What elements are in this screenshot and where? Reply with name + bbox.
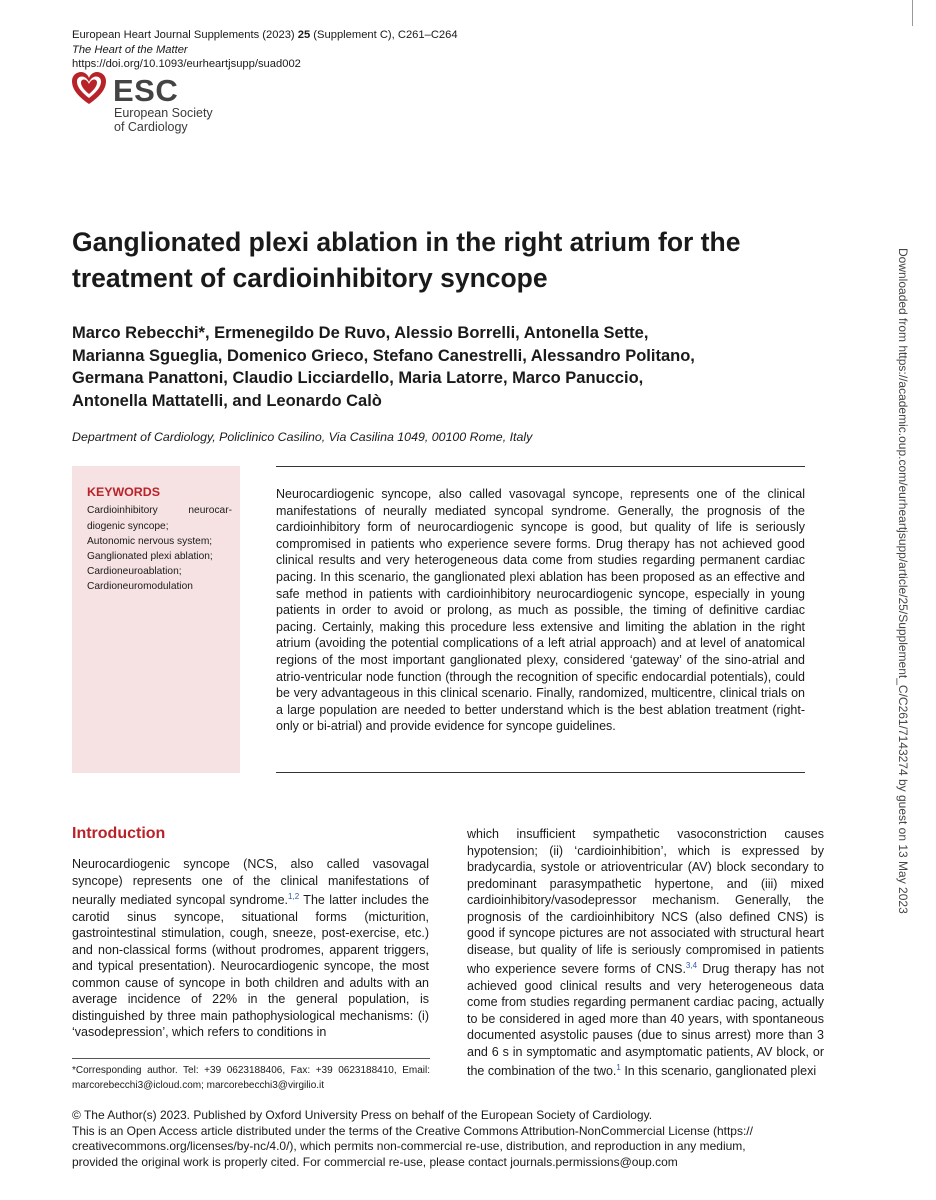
body-column-right — [467, 826, 824, 1080]
esc-full-name — [114, 106, 213, 134]
keyword-item: Cardioneuroablation; — [87, 566, 182, 577]
author-list — [72, 322, 872, 412]
article-title: Ganglionated plexi ablation in the right atrium for the treatment of cardioinhibitory syncope — [72, 227, 741, 293]
citation-ref[interactable]: 3,4 — [685, 961, 698, 970]
citation-volume: 25 — [297, 29, 311, 41]
author-line: Antonella Mattatelli, and Leonardo Calò — [72, 391, 382, 410]
download-stamp — [896, 248, 914, 938]
page-edge-line — [912, 0, 913, 26]
citation-ref[interactable]: 1,2 — [288, 892, 300, 901]
keyword-item: Autonomic nervous system; — [87, 536, 213, 547]
keyword-item: Cardioinhibitory neurocar-diogenic syncope; — [87, 505, 232, 532]
journal-citation — [72, 28, 458, 43]
abstract-text: Neurocardiogenic syncope, also called vasovagal syncope, represents one of the clinical manifestations of neurally mediated syncopal syndrome. Generally, the prognosis of the cardioinhibitory form of neurocardiogenic syncope is good, but quality of life is seriously compromised in patients who experience severe forms. Drug therapy has not achieved good clinical results and very heterogeneous data come from studies regarding permanent cardiac pacing. In this scenario, the ganglionated plexi ablation has been proposed as an effective and safe method in patients with cardioinhibitory neurocardiogenic syncope, especially in young patients in order to avoid or prolong, as much as possible, the timing of definitive cardiac pacing. Certainly, making this procedure less extensive and limiting the ablation in the right atrium (avoiding the potential complications of a left atrial approach) and at level of anatomical regions of the most important ganglionated plexy, considered ‘gateway’ of the sino-atrial and atrio-ventricular node function (through the recognition of specific endocardial potentials), could be very advantageous in this clinical scenario. Finally, randomized, multicentre, clinical trials on a large population are needed to better understand which is the best ablation treatment (right-only or bi-atrial) and provide evidence for syncope guidelines. — [276, 487, 805, 734]
citation-text: European Heart Journal Supplements (2023) — [72, 29, 298, 41]
body-text: The latter includes the carotid sinus syncope, situational forms (micturition, gastrointestinal stimulation, cough, sneeze, post-exercise, etc.) and non-classical forms (without prodromes, apparent triggers, and typical presentation). Neurocardiogenic syncope, the most common cause of syncope in both children and adults with an average incidence of 22% in the general population, is distinguished by three main pathophysiological mechanisms: (i) ‘vasodepression’, which refers to conditions in — [72, 893, 430, 1040]
license-notice — [72, 1108, 832, 1170]
esc-name-line: of Cardiology — [114, 120, 188, 134]
journal-header — [72, 28, 458, 72]
doi-link[interactable]: https://doi.org/10.1093/eurheartjsupp/suad002 — [72, 58, 301, 70]
body-text: Drug therapy has not achieved good clinical results and very heterogeneous data come from studies regarding permanent cardiac pacing, actually to be considered in aged more than 40 years, with spontaneous documented asystolic pauses (due to sinus arrest) more than 3 and 6 s in symptomatic and asymptomatic patients, AV block, or the combination of the two. — [467, 962, 824, 1079]
esc-name-line: European Society — [114, 106, 213, 120]
abstract-bottom-rule — [276, 772, 805, 773]
citation-ref[interactable]: 1 — [616, 1063, 621, 1073]
corresponding-author-footnote: *Corresponding author. Tel: +39 0623188406, Fax: +39 0623188410, Email: marcorebecchi3@icloud.com; marcorebecchi3@virgilio.it — [72, 1065, 430, 1091]
author-line: Germana Panattoni, Claudio Licciardello, Maria Latorre, Marco Panuccio, — [72, 369, 644, 387]
body-text: which insufficient sympathetic vasoconstriction causes hypotension; (ii) ‘cardioinhibition’, which is expressed by bradycardia, systole or atrioventricular (AV) block secondary to predominant parasympathetic hypertone, and (iii) mixed cardioinhibitory/vasodepressor mechanism. Generally, the prognosis of the cardioinhibitory NCS (also defined CNS) is good if syncope pictures are not associated with structural heart disease, but quality of life is seriously compromised in patients who experience severe forms of CNS. — [467, 827, 824, 977]
abstract-top-rule — [276, 466, 805, 467]
author-line: Marianna Sgueglia, Domenico Grieco, Stefano Canestrelli, Alessandro Politano, — [72, 346, 695, 365]
section-heading-introduction: Introduction — [72, 825, 166, 842]
license-line: creativecommons.org/licenses/by-nc/4.0/), which permits non-commercial re-use, distribution, and reproduction in any medium, — [72, 1139, 746, 1153]
citation-pages: (Supplement C), C261–C264 — [310, 29, 458, 41]
license-line: provided the original work is properly cited. For commercial re-use, please contact journals.permissions@oup.com — [72, 1154, 678, 1169]
keyword-item: Ganglionated plexi ablation; — [87, 551, 213, 562]
author-line: Marco Rebecchi*, Ermenegildo De Ruvo, Alessio Borrelli, Antonella Sette, — [72, 324, 649, 342]
download-stamp-text: Downloaded from https://academic.oup.com/eurheartjsupp/article/25/Supplement_C/C261/7143274 by guest on 13 May 2023 — [896, 248, 910, 914]
journal-series: The Heart of the Matter — [72, 43, 188, 56]
license-line: This is an Open Access article distributed under the terms of the Creative Commons Attribution-NonCommercial License (https:// — [72, 1123, 753, 1138]
esc-heart-logo-icon — [70, 70, 108, 113]
body-column-left — [72, 856, 429, 1041]
keyword-item: Cardioneuromodulation — [87, 581, 193, 592]
body-text: Neurocardiogenic syncope (NCS, also called vasovagal syncope) represents one of the clinical manifestations of neurally mediated syncopal syndrome. — [72, 857, 429, 908]
footnote-rule — [72, 1058, 430, 1059]
esc-wordmark: ESC — [113, 73, 179, 108]
keywords-heading: KEYWORDS — [87, 485, 160, 499]
body-text: In this scenario, ganglionated plexi — [620, 1064, 817, 1079]
license-line: © The Author(s) 2023. Published by Oxford University Press on behalf of the European Society of Cardiology. — [72, 1108, 653, 1122]
affiliation: Department of Cardiology, Policlinico Casilino, Via Casilina 1049, 00100 Rome, Italy — [72, 430, 533, 444]
